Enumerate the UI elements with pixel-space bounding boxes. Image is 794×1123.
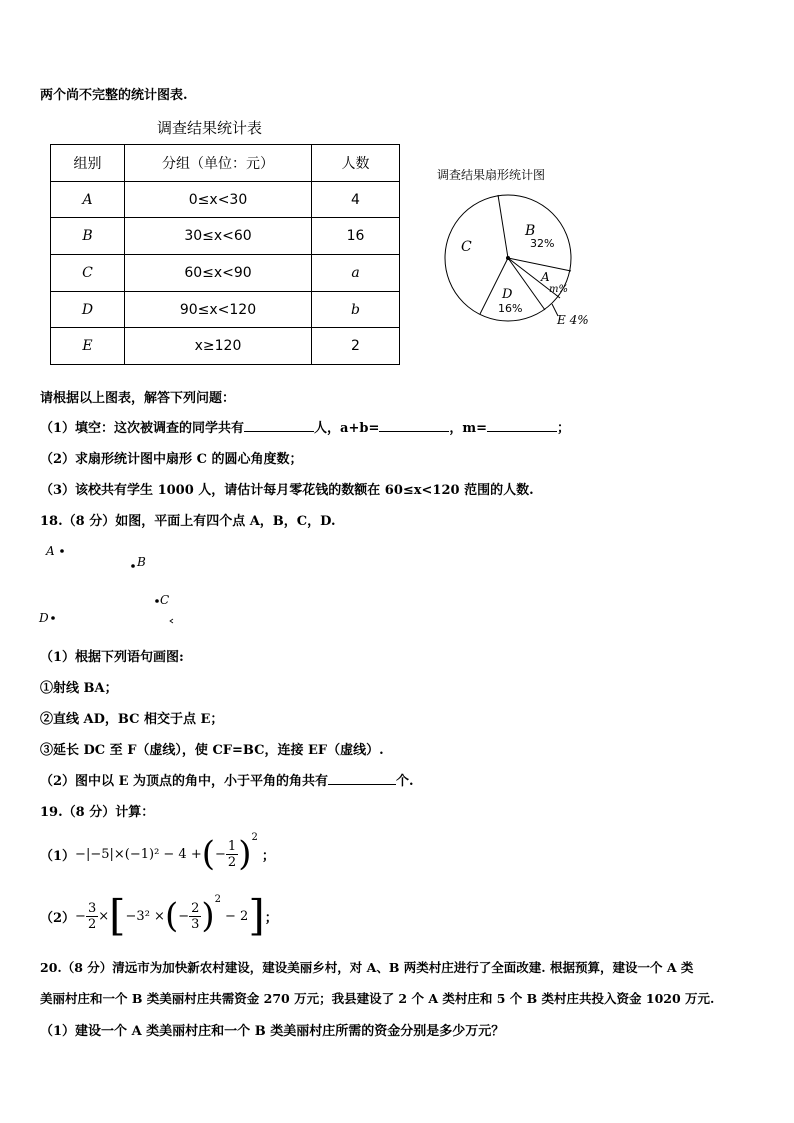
table-cell: b: [312, 291, 400, 328]
pie-center: [506, 256, 510, 260]
fraction-numerator: 1: [227, 838, 237, 854]
table-cell: 90≤x<120: [125, 291, 312, 328]
q17-prompt: 请根据以上图表，解答下列问题：: [40, 391, 236, 406]
q19-expr2: [40, 890, 278, 942]
table-cell: B: [51, 218, 125, 255]
q18-part2: [40, 770, 414, 789]
table-cell: 0≤x<30: [125, 181, 312, 218]
expr1-body: −|−5|×(−1)² − 4 +: [75, 846, 202, 862]
expr2-end: ；: [264, 910, 278, 926]
table-cell: E: [51, 328, 125, 365]
answer-blank-angles[interactable]: [328, 772, 396, 785]
q17-part1-text-a: （1）填空：这次被调查的同学共有: [40, 421, 245, 436]
pie-label-e: E 4%: [557, 313, 589, 327]
table-cell: C: [51, 255, 125, 292]
bracket-open: [: [109, 891, 126, 940]
minus-sign: −: [75, 908, 86, 924]
table-cell: 60≤x<90: [125, 255, 312, 292]
point-c: [155, 599, 159, 603]
table-cell: A: [51, 181, 125, 218]
fraction-denominator: 2: [227, 854, 237, 870]
expr2-label: （2）: [40, 910, 76, 926]
table-header-cell: 组别: [51, 145, 125, 182]
table-header-row: [51, 145, 400, 182]
q18-points-figure: [38, 540, 198, 630]
stats-table: [50, 144, 400, 365]
table-row: [51, 328, 400, 365]
fraction-one-half: [226, 839, 238, 870]
q18-header: 18.（8 分）如图，平面上有四个点 A，B，C，D.: [40, 514, 336, 529]
table-header-cell: 分组（单位：元）: [125, 145, 312, 182]
table-row: [51, 218, 400, 255]
table-cell: a: [312, 255, 400, 292]
pie-label-a: A: [541, 270, 550, 284]
point-d: [51, 616, 55, 620]
q17-part3: （3）该校共有学生 1000 人，请估计每月零花钱的数额在 60≤x<120 范围的人数.: [40, 483, 534, 498]
point-label-d: D: [39, 611, 49, 625]
table-title: 调查结果统计表: [157, 119, 263, 137]
table-row: [51, 255, 400, 292]
point-label-c: C: [160, 593, 170, 607]
q18-step2: ②直线 AD，BC 相交于点 E；: [40, 712, 224, 727]
q19-expr1: [40, 830, 275, 878]
table-cell: x≥120: [125, 328, 312, 365]
pie-label-d-pct: 16%: [498, 302, 523, 315]
pie-label-c: C: [461, 239, 472, 255]
answer-blank-total[interactable]: [244, 419, 314, 432]
q18-step3: ③延长 DC 至 F（虚线），使 CF=BC，连接 EF（虚线）.: [40, 743, 384, 758]
q17-part2: （2）求扇形统计图中扇形 C 的圆心角度数；: [40, 452, 303, 467]
pie-label-b-pct: 32%: [530, 237, 555, 250]
pie-divider-ba: [508, 258, 571, 271]
table-header-cell: 人数: [312, 145, 400, 182]
expr1-label: （1）: [40, 848, 76, 864]
table-cell: 30≤x<60: [125, 218, 312, 255]
point-b: [131, 564, 135, 568]
q20-line1: 20.（8 分）清远市为加快新农村建设，建设美丽乡村，对 A、B 两类村庄进行了全面改建. 根据预算，建设一个 A 类: [40, 960, 694, 975]
exponent: 2: [251, 832, 258, 843]
answer-blank-m[interactable]: [487, 419, 557, 432]
q20-line3: （1）建设一个 A 类美丽村庄和一个 B 类美丽村庄所需的资金分别是多少万元？: [40, 1024, 505, 1039]
q17-part1: [40, 417, 570, 436]
point-label-a: A: [46, 544, 55, 558]
pie-title: 调查结果扇形统计图: [437, 168, 546, 182]
pie-label-d: D: [502, 287, 513, 302]
pie-label-b: B: [525, 223, 536, 239]
paren-open: (: [164, 896, 179, 936]
pie-chart: [430, 185, 600, 335]
expr1-end: ；: [261, 848, 275, 864]
q18-part1: （1）根据下列语句画图:: [40, 650, 184, 665]
pie-divider-cb: [498, 195, 508, 258]
q18-step1: ①射线 BA；: [40, 681, 118, 696]
point-a: [60, 549, 64, 553]
paren-close: ): [201, 896, 215, 936]
q19-header: 19.（8 分）计算：: [40, 805, 155, 820]
fraction-three-halves: [86, 901, 98, 932]
q18-part2-text-b: 个.: [396, 774, 414, 789]
minus-sign: −: [215, 846, 226, 862]
times-sign: ×: [98, 908, 110, 924]
expr2-tail: − 2: [225, 908, 249, 924]
fraction-numerator: 3: [87, 900, 97, 916]
intro-line: 两个尚不完整的统计图表.: [40, 88, 188, 103]
table-row: [51, 181, 400, 218]
table-cell: 16: [312, 218, 400, 255]
table-cell: 2: [312, 328, 400, 365]
bracket-close: ]: [248, 891, 265, 940]
pie-label-a-pct: m%: [549, 284, 568, 295]
table-row: [51, 291, 400, 328]
q17-part1-text-b: 人，a+b=: [314, 421, 380, 436]
small-mark: [170, 619, 173, 623]
q17-part1-text-d: ；: [557, 421, 571, 436]
fraction-numerator: 2: [191, 900, 200, 916]
fraction-two-thirds: [189, 901, 201, 932]
table-cell: 4: [312, 181, 400, 218]
fraction-denominator: 3: [191, 916, 200, 932]
table-cell: D: [51, 291, 125, 328]
paren-close: ): [238, 834, 252, 874]
q20-line2: 美丽村庄和一个 B 类美丽村庄共需资金 270 万元；我县建设了 2 个 A 类村庄和 5 个 B 类村庄共投入资金 1020 万元.: [40, 991, 715, 1006]
q17-part1-text-c: ，m=: [449, 421, 488, 436]
fraction-denominator: 2: [87, 916, 97, 932]
expr2-mid: −3² ×: [125, 908, 165, 924]
answer-blank-a-plus-b[interactable]: [379, 419, 449, 432]
q18-part2-text-a: （2）图中以 E 为顶点的角中，小于平角的角共有: [40, 774, 329, 789]
exponent: 2: [214, 894, 222, 905]
minus-sign: −: [178, 908, 190, 924]
point-label-b: B: [137, 555, 146, 569]
paren-open: (: [201, 834, 215, 874]
